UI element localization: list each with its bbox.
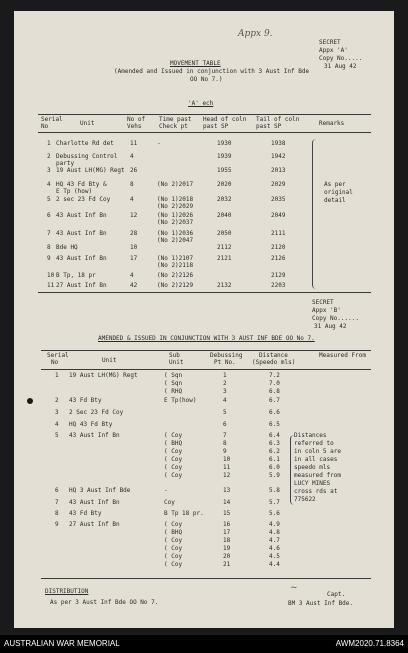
t2-distance: 6.0: [269, 464, 280, 471]
t2-distance: 4.6: [269, 545, 280, 552]
t1-check: (No 1)2018: [157, 196, 194, 203]
punch-hole: [27, 398, 33, 404]
t2-distance: 4.9: [269, 521, 280, 528]
document-title: MOVEMENT TABLE: [170, 60, 221, 67]
t2-unit: 2 Sec 23 Fd Coy: [69, 409, 124, 416]
appendix-label-2: Appx 'B': [312, 307, 341, 314]
t1-check-2: (No 2)2037: [157, 219, 194, 226]
t1-serial: 4: [47, 181, 51, 188]
t2-unit: 27 Aust Inf Bn: [69, 521, 120, 528]
t2-distance: 7.0: [269, 380, 280, 387]
t1-vehs: 4: [130, 196, 134, 203]
t1-tail: 2126: [271, 255, 286, 262]
table2-bottom-rule: [41, 578, 371, 579]
t2-subunit: ( Coy: [164, 456, 183, 463]
t1-vehs: 10: [130, 244, 138, 251]
t2-debus-pt: 15: [223, 510, 231, 517]
t2-debus-pt: 16: [223, 521, 231, 528]
t2-subunit: ( RHQ: [164, 388, 183, 395]
t2-unit: 43 Fd Bty: [69, 397, 102, 404]
t1-head: 2132: [217, 282, 232, 289]
t2-distance: 4.5: [269, 553, 280, 560]
table2-header-rule: [41, 369, 371, 370]
t2-subunit: ( BHQ: [164, 529, 183, 536]
document-page: [14, 11, 394, 628]
t1-unit: Charlotte Rd det: [56, 140, 114, 147]
t1-check: (No 1)2026: [157, 212, 194, 219]
t1-serial: 6: [47, 212, 51, 219]
t1-serial: 11: [47, 282, 55, 289]
t2-debus-pt: 11: [223, 464, 231, 471]
t2-unit: 43 Aust Inf Bn: [69, 499, 120, 506]
t1-tail: 2129: [271, 272, 286, 279]
t1-header-serial: Serial: [41, 116, 63, 123]
t1-unit: HQ 43 Fd Bty &: [56, 181, 107, 188]
t2-distance: 6.1: [269, 456, 280, 463]
t2-distance: 5.6: [269, 510, 280, 517]
t2-debus-pt: 6: [223, 421, 227, 428]
t1-serial: 7: [47, 230, 51, 237]
t1-serial: 2: [47, 153, 51, 160]
t2-distance: 7.2: [269, 372, 280, 379]
footer-left: AUSTRALIAN WAR MEMORIAL: [4, 639, 120, 648]
t2-header-dist-2: (Speedo mls): [252, 359, 296, 366]
appendix-label-1: Appx 'A': [319, 47, 348, 54]
t2-serial: 4: [55, 421, 59, 428]
t2-note-line: in all cases: [294, 456, 338, 463]
date-1: 31 Aug 42: [324, 63, 357, 70]
t2-subunit: E Tp(how): [164, 397, 197, 404]
t2-debus-pt: 12: [223, 472, 231, 479]
t1-vehs: 17: [130, 255, 138, 262]
date-2: 31 Aug 42: [314, 323, 347, 330]
t1-check-2: (No 2)2029: [157, 203, 194, 210]
t1-tail: 2035: [271, 196, 286, 203]
t2-serial: 8: [55, 510, 59, 517]
t1-serial: 5: [47, 196, 51, 203]
t1-unit: 2 sec 23 Fd Coy: [56, 196, 111, 203]
t2-subunit: ( Coy: [164, 448, 183, 455]
handwritten-appendix-note: Appx 9.: [238, 29, 273, 39]
t1-serial: 1: [47, 140, 51, 147]
t2-note-line: referred to: [294, 440, 334, 447]
t1-head: 2020: [217, 181, 232, 188]
t1-check-2: (No 2)2118: [157, 262, 194, 269]
t2-serial: 7: [55, 499, 59, 506]
t1-head: 2121: [217, 255, 232, 262]
t1-tail: 2203: [271, 282, 286, 289]
t2-note-line: Distances: [294, 432, 327, 439]
t2-serial: 1: [55, 372, 59, 379]
t1-serial: 3: [47, 167, 51, 174]
t1-tail: 2111: [271, 230, 286, 237]
t1-tail: 1938: [271, 140, 286, 147]
t2-note-line: measured from: [294, 472, 341, 479]
t2-subunit: -: [164, 487, 168, 494]
t2-debus-pt: 21: [223, 561, 231, 568]
t1-tail: 2013: [271, 167, 286, 174]
t2-subunit: ( Coy: [164, 561, 183, 568]
signature: ~: [290, 583, 298, 593]
t2-distance: 5.9: [269, 472, 280, 479]
t1-unit-2: E Tp (how): [56, 188, 93, 195]
t1-remark-line: original: [324, 189, 353, 196]
t1-remark-line: As per: [324, 181, 346, 188]
t1-head: 1930: [217, 140, 232, 147]
t2-subunit: ( Sqn: [164, 380, 183, 387]
t1-vehs: 28: [130, 230, 138, 237]
t2-header-serial-2: No: [51, 359, 59, 366]
t2-distance: 5.8: [269, 487, 280, 494]
t2-distance: 6.7: [269, 397, 280, 404]
t1-header-remarks: Remarks: [319, 120, 345, 127]
t2-header-unit: Unit: [102, 357, 117, 364]
t2-debus-pt: 7: [223, 432, 227, 439]
t1-header-check-2: Check pt: [159, 123, 188, 130]
t1-vehs: 12: [130, 212, 138, 219]
t2-serial: 6: [55, 487, 59, 494]
t2-unit: 43 Fd Bty: [69, 510, 102, 517]
t1-header-vehs-2: Vehs: [127, 123, 142, 130]
t1-unit: 43 Aust Inf Bn: [56, 255, 107, 262]
t2-debus-pt: 3: [223, 388, 227, 395]
t1-unit-2: party: [56, 160, 75, 167]
t1-serial: 9: [47, 255, 51, 262]
t2-note-line: in coln 5 are: [294, 448, 341, 455]
t1-header-unit: Unit: [80, 120, 95, 127]
signature-title: BM 3 Aust Inf Bde.: [288, 600, 354, 607]
table1-top-rule: [38, 114, 371, 115]
t2-note-line: cross rds at: [294, 488, 338, 495]
t2-header-sub: Sub: [169, 352, 180, 359]
t1-head: 2032: [217, 196, 232, 203]
copy-number-1: Copy No.....: [319, 55, 363, 62]
section-heading: 'A' ech: [188, 100, 214, 107]
t2-subunit: ( Coy: [164, 472, 183, 479]
table2-title: AMENDED & ISSUED IN CONJUNCTION WITH 3 AUST INF BDE OO No 7.: [98, 335, 315, 342]
t2-distance: 4.8: [269, 529, 280, 536]
t2-subunit: ( BHQ: [164, 440, 183, 447]
t2-debus-pt: 1: [223, 372, 227, 379]
t2-unit: 19 Aust LH(MG) Regt: [69, 372, 138, 379]
t1-unit: Debussing Control: [56, 153, 118, 160]
t2-debus-pt: 19: [223, 545, 231, 552]
t2-debus-pt: 2: [223, 380, 227, 387]
t1-tail: 2029: [271, 181, 286, 188]
t2-header-pt: Debussing: [210, 352, 243, 359]
t1-tail: 1942: [271, 153, 286, 160]
t2-distance: 6.2: [269, 448, 280, 455]
t1-header-tail-2: past SP: [256, 123, 282, 130]
t2-debus-pt: 14: [223, 499, 231, 506]
t1-unit: 43 Aust Inf Bn: [56, 212, 107, 219]
t2-serial: 5: [55, 432, 59, 439]
t1-header-head: Head of coln: [203, 116, 247, 123]
copy-number-2: Copy No......: [312, 315, 359, 322]
t1-check: (No 1)2036: [157, 230, 194, 237]
t1-unit: B Tp, 18 pr: [56, 272, 96, 279]
t2-subunit: B Tp 18 pr.: [164, 510, 204, 517]
t2-header-serial: Serial: [47, 352, 69, 359]
t1-head: 2112: [217, 244, 232, 251]
t2-debus-pt: 20: [223, 553, 231, 560]
t2-serial: 2: [55, 397, 59, 404]
signature-rank: Capt.: [327, 591, 346, 598]
table1-bottom-rule: [38, 292, 371, 293]
table2-top-rule: [41, 350, 371, 351]
distribution-text: As per 3 Aust Inf Bde OO No 7.: [50, 599, 159, 606]
t1-head: 1955: [217, 167, 232, 174]
t2-header-sub-2: Unit: [169, 359, 184, 366]
t1-header-vehs: No of: [127, 116, 146, 123]
t1-tail: 2120: [271, 244, 286, 251]
t1-vehs: 4: [130, 272, 134, 279]
document-subtitle-2: OO No 7.): [190, 76, 223, 83]
t1-check: (No 2)2017: [157, 181, 194, 188]
t1-serial: 10: [47, 272, 55, 279]
t2-debus-pt: 13: [223, 487, 231, 494]
t1-header-tail: Tail of coln: [256, 116, 300, 123]
t2-subunit: ( Coy: [164, 553, 183, 560]
t2-debus-pt: 9: [223, 448, 227, 455]
document-subtitle: (Amended and Issued in conjunction with 3 Aust Inf Bde: [114, 68, 310, 75]
t1-unit: 43 Aust Inf Bn: [56, 230, 107, 237]
t2-debus-pt: 17: [223, 529, 231, 536]
t1-head: 1939: [217, 153, 232, 160]
t2-debus-pt: 4: [223, 397, 227, 404]
t2-debus-pt: 18: [223, 537, 231, 544]
t1-check: (No 2)2126: [157, 272, 194, 279]
t2-subunit: ( Coy: [164, 537, 183, 544]
t2-header-dist: Distance: [259, 352, 288, 359]
t1-serial: 8: [47, 244, 51, 251]
t2-distance: 6.6: [269, 409, 280, 416]
t1-check: (No 2)2129: [157, 282, 194, 289]
t1-unit: 27 Aust Inf Bn: [56, 282, 107, 289]
t2-subunit: ( Coy: [164, 545, 183, 552]
t1-head: 2050: [217, 230, 232, 237]
t2-debus-pt: 5: [223, 409, 227, 416]
t2-subunit: Coy: [164, 499, 175, 506]
t1-check: -: [157, 140, 161, 147]
t2-debus-pt: 8: [223, 440, 227, 447]
t1-unit: Bde HQ: [56, 244, 78, 251]
t2-unit: 43 Aust Inf Bn: [69, 432, 120, 439]
t2-note-line: speedo mls: [294, 464, 331, 471]
t1-check: (No 1)2107: [157, 255, 194, 262]
t2-header-pt-2: Pt No.: [214, 359, 236, 366]
t1-vehs: 11: [130, 140, 138, 147]
t1-vehs: 26: [130, 167, 138, 174]
t2-serial: 3: [55, 409, 59, 416]
t2-debus-pt: 10: [223, 456, 231, 463]
t2-serial: 9: [55, 521, 59, 528]
t2-header-measured: Measured From: [319, 352, 366, 359]
t2-subunit: ( Sqn: [164, 372, 183, 379]
t2-note-line: LUCY MINES: [294, 480, 331, 487]
t1-tail: 2049: [271, 212, 286, 219]
t1-vehs: 4: [130, 153, 134, 160]
t1-header-head-2: past SP: [203, 123, 229, 130]
t1-remark-line: detail: [324, 197, 346, 204]
t2-subunit: ( Coy: [164, 521, 183, 528]
footer-right: AWM2020.71.8364: [335, 639, 404, 648]
table1-header-rule: [38, 132, 371, 133]
t2-distance: 6.8: [269, 388, 280, 395]
t2-distance: 6.3: [269, 440, 280, 447]
t1-vehs: 8: [130, 181, 134, 188]
secret-label-1: SECRET: [319, 39, 341, 46]
t1-vehs: 42: [130, 282, 138, 289]
t2-unit: HQ 43 Fd Bty: [69, 421, 113, 428]
t2-distance: 6.5: [269, 421, 280, 428]
t2-distance: 6.4: [269, 432, 280, 439]
t2-subunit: ( Coy: [164, 464, 183, 471]
t2-unit: HQ 3 Aust Inf Bde: [69, 487, 131, 494]
t1-check-2: (No 2)2047: [157, 237, 194, 244]
t2-distance: 4.7: [269, 537, 280, 544]
t1-head: 2040: [217, 212, 232, 219]
remarks-brace: [312, 139, 317, 289]
secret-label-2: SECRET: [312, 299, 334, 306]
t2-distance: 5.7: [269, 499, 280, 506]
t1-unit: 19 Aust LH(MG) Regt: [56, 167, 125, 174]
t2-distance: 4.4: [269, 561, 280, 568]
t2-subunit: ( Coy: [164, 432, 183, 439]
t2-note-line: 775622: [294, 496, 316, 503]
t1-header-check: Time past: [159, 116, 192, 123]
footer-bar: [0, 635, 408, 653]
distribution-heading: DISTRIBUTION: [45, 588, 89, 595]
t1-header-serial-2: No: [41, 123, 49, 130]
